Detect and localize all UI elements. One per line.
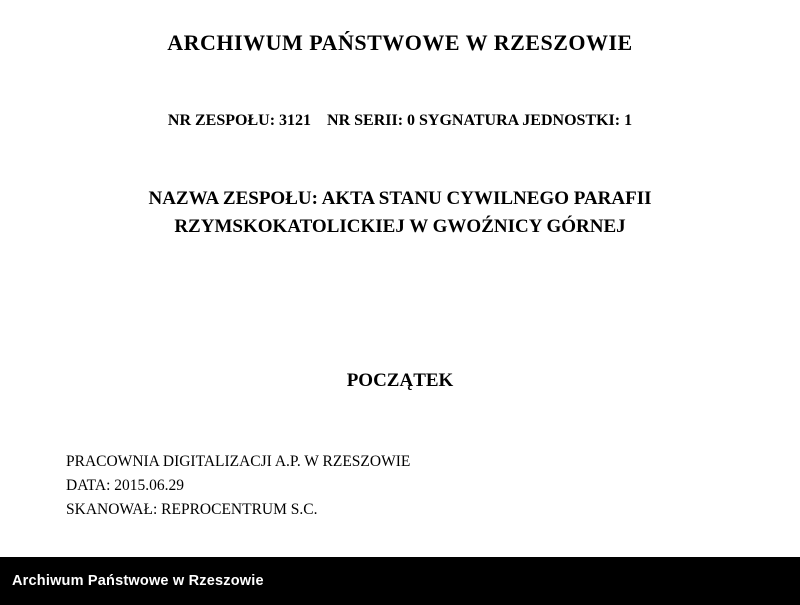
unit-signature: SYGNATURA JEDNOSTKI: 1: [419, 112, 633, 129]
digitization-lab: PRACOWNIA DIGITALIZACJI A.P. W RZESZOWIE: [66, 453, 411, 470]
fonds-name-line-1: NAZWA ZESPOŁU: AKTA STANU CYWILNEGO PARAFII: [148, 188, 652, 209]
fonds-name-line-2: RZYMSKOKATOLICKIEJ W GWOŹNICY GÓRNEJ: [174, 215, 626, 237]
reference-line: [0, 112, 800, 130]
archive-title: ARCHIWUM PAŃSTWOWE W RZESZOWIE: [167, 30, 633, 55]
viewer-institution-label: Archiwum Państwowe w Rzeszowie: [12, 573, 264, 589]
section-marker: POCZĄTEK: [346, 370, 454, 391]
viewer-status-bar: [0, 557, 800, 605]
fonds-name: [0, 185, 800, 240]
scanned-by: SKANOWAŁ: REPROCENTRUM S.C.: [66, 501, 318, 519]
series-number: NR SERII: 0: [327, 112, 416, 129]
reference-separator-1: [311, 112, 327, 129]
fonds-number: NR ZESPOŁU: 3121: [167, 112, 312, 129]
digitization-footer: [66, 450, 410, 522]
scan-date: DATA: 2015.06.29: [66, 477, 185, 495]
